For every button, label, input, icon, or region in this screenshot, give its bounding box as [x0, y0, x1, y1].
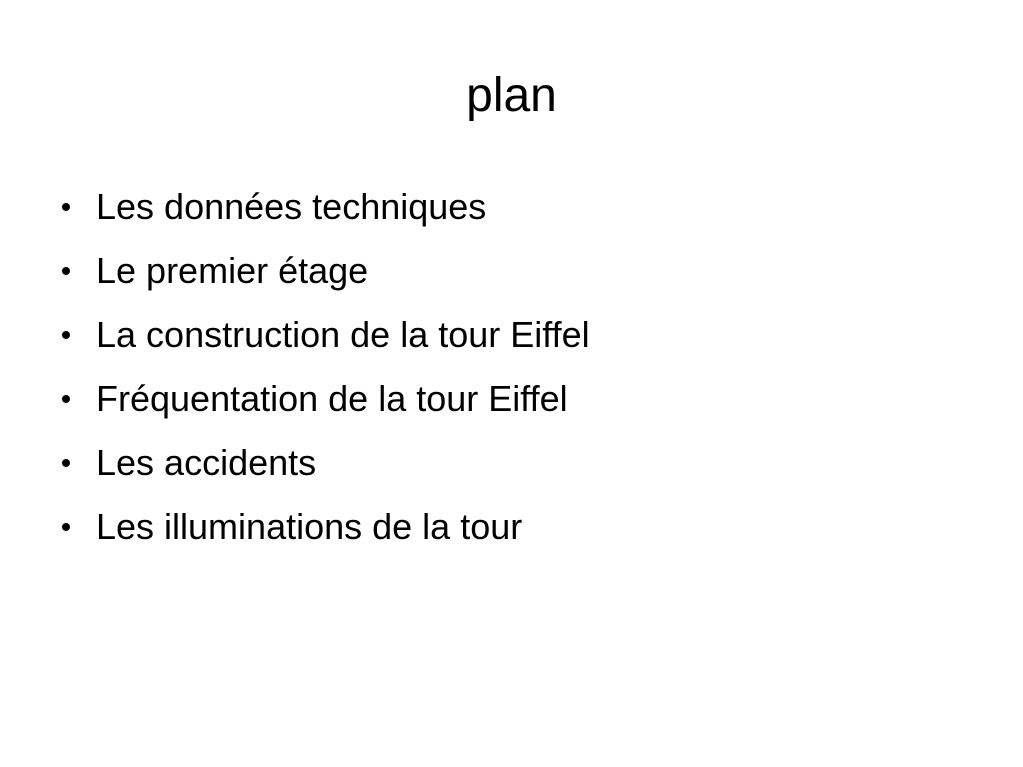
bullet-text: Les illuminations de la tour — [96, 506, 523, 547]
list-item — [60, 431, 590, 495]
list-item — [60, 495, 590, 559]
bullet-icon — [62, 459, 70, 467]
bullet-icon — [62, 395, 70, 403]
list-item — [60, 175, 590, 239]
bullet-icon — [62, 203, 70, 211]
bullet-list — [60, 175, 590, 559]
bullet-text: Fréquentation de la tour Eiffel — [96, 378, 568, 419]
list-item — [60, 239, 590, 303]
slide-title: plan — [466, 69, 557, 122]
bullet-icon — [62, 331, 70, 339]
bullet-text: La construction de la tour Eiffel — [96, 314, 590, 355]
list-item — [60, 367, 590, 431]
bullet-icon — [62, 267, 70, 275]
list-item — [60, 303, 590, 367]
bullet-text: Les données techniques — [96, 186, 487, 227]
bullet-text: Le premier étage — [96, 250, 369, 291]
bullet-icon — [62, 523, 70, 531]
bullet-text: Les accidents — [96, 442, 317, 483]
